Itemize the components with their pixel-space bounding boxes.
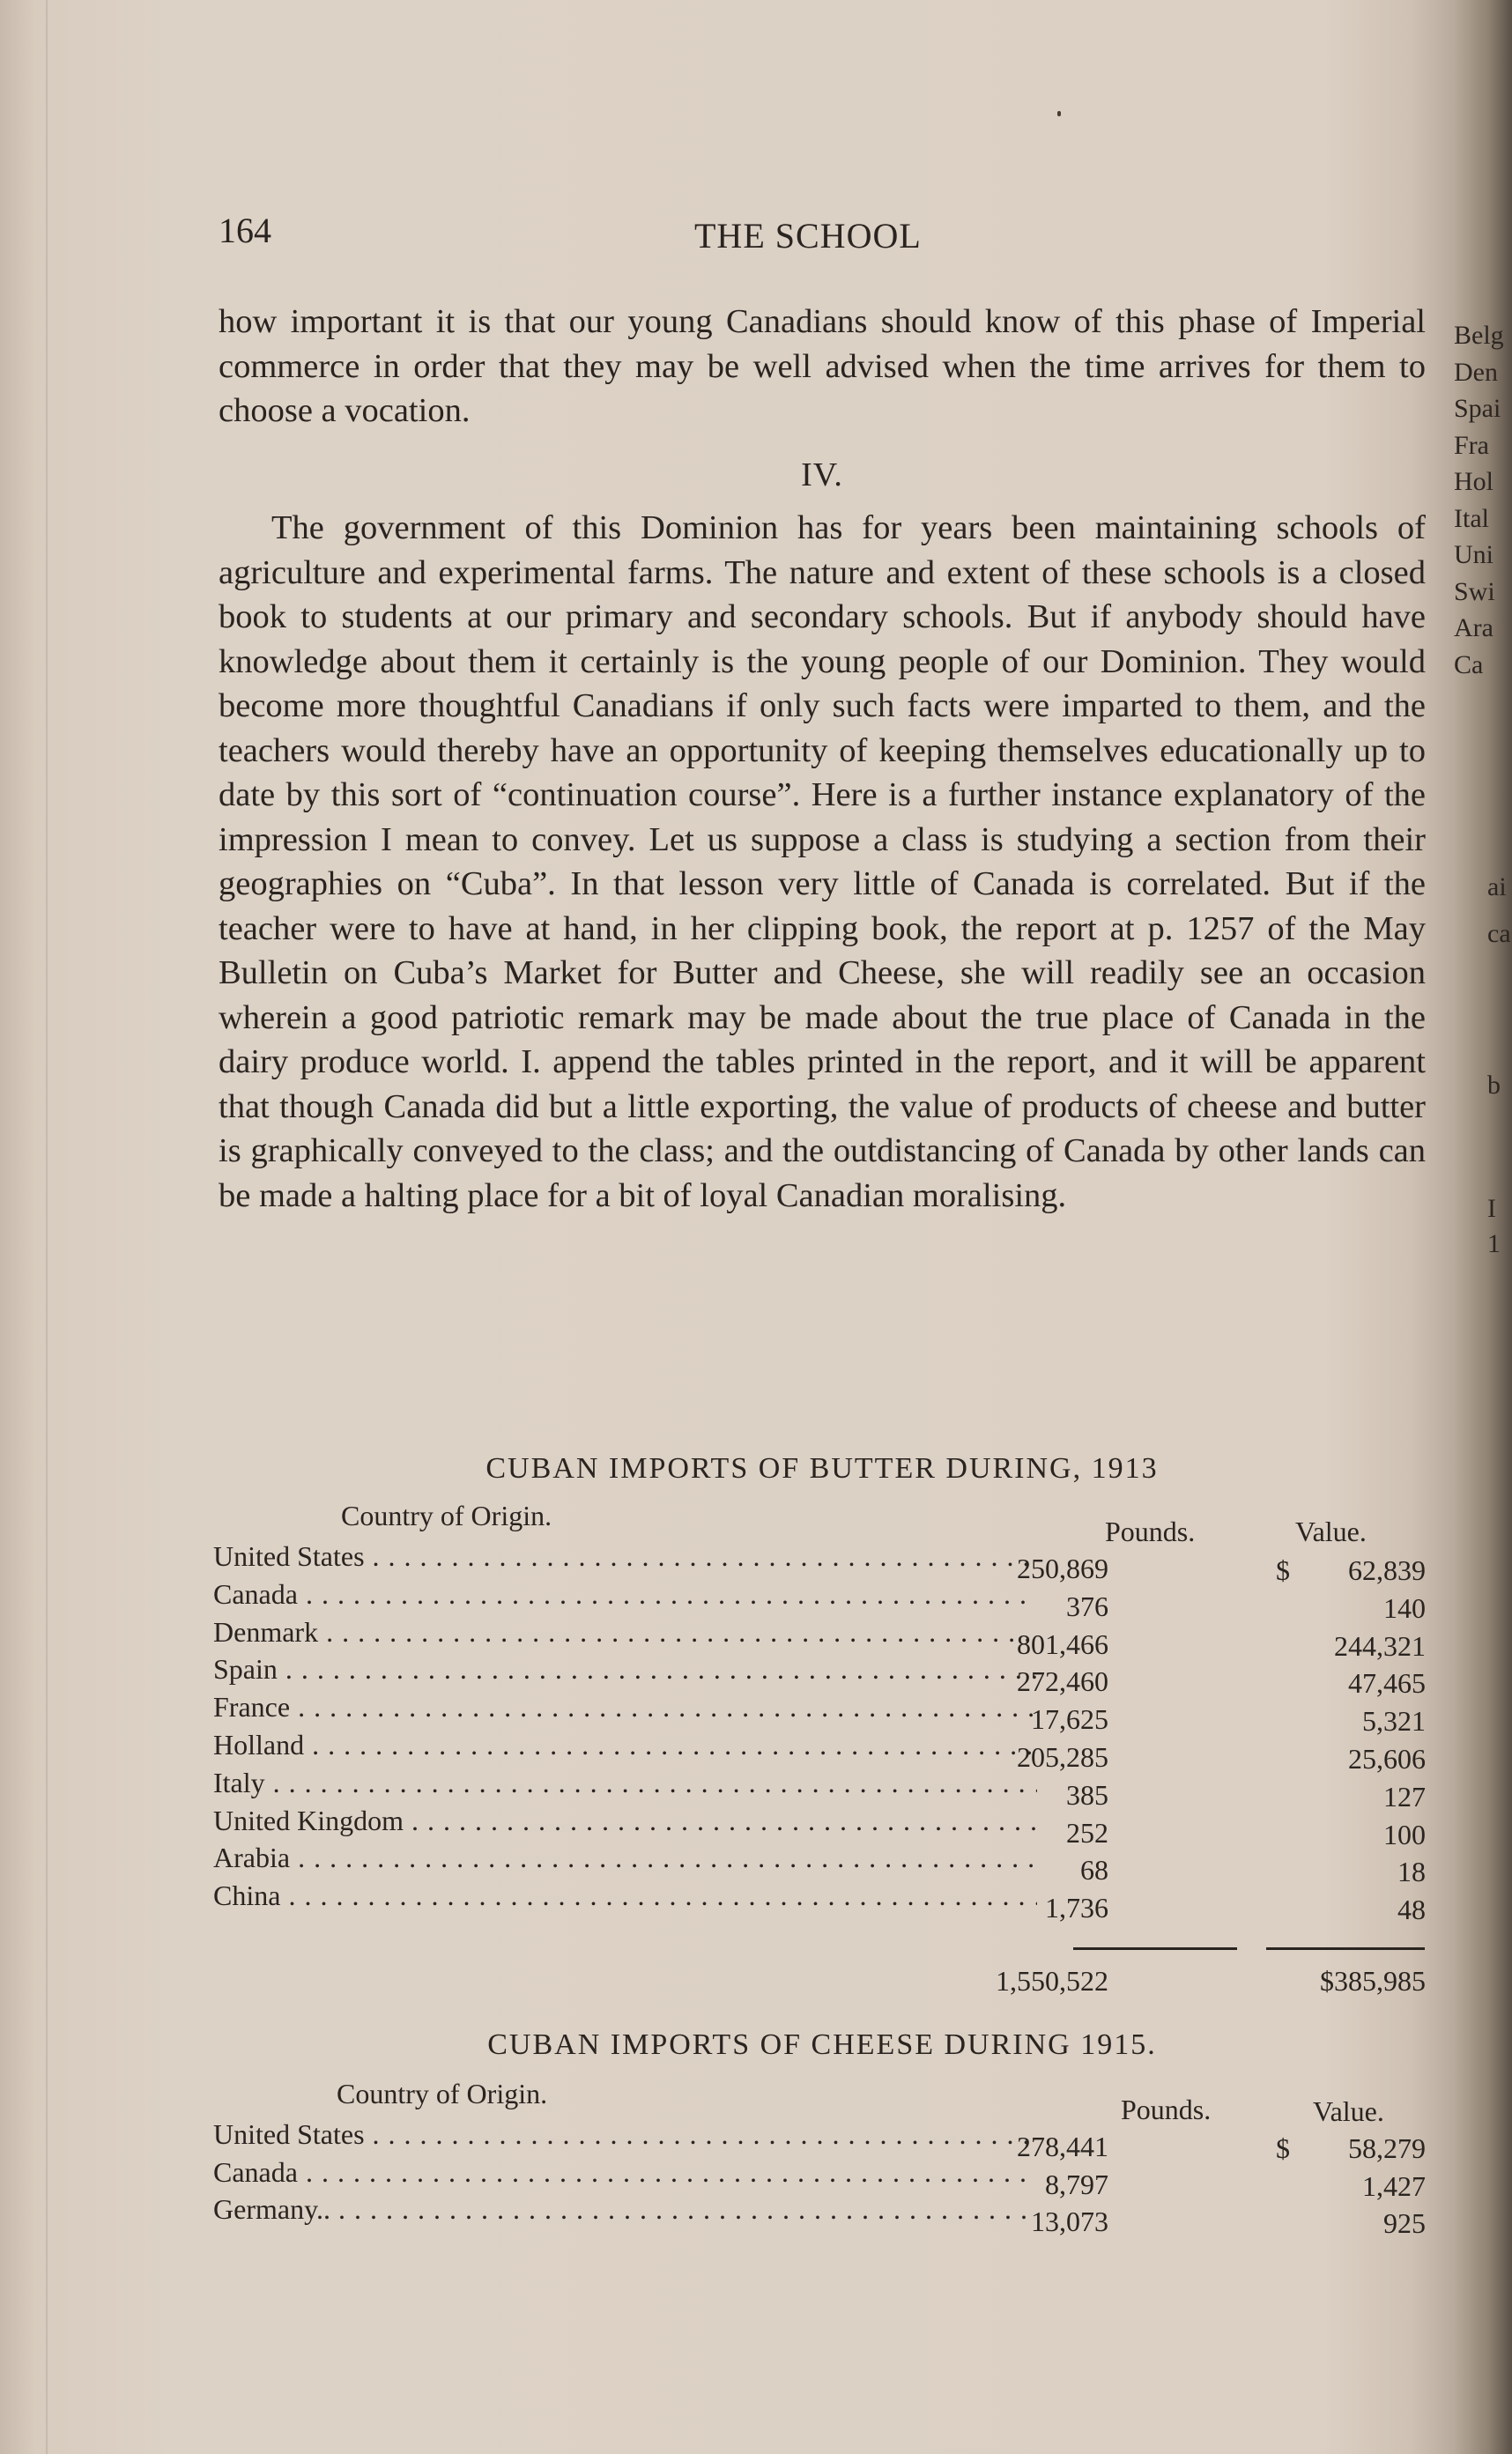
cheese-country-cell: Canada . . . bbox=[213, 2156, 1037, 2189]
butter-country-cell: Denmark . . . bbox=[213, 1616, 1037, 1649]
ink-speck bbox=[1057, 111, 1061, 116]
butter-row bbox=[213, 1766, 1426, 1813]
butter-pounds-cell: 252 bbox=[1066, 1816, 1108, 1849]
cheese-pounds-cell: 13,073 bbox=[1031, 2206, 1108, 2237]
butter-row bbox=[213, 1729, 1426, 1775]
butter-country-cell: Arabia . . . bbox=[213, 1842, 1037, 1874]
butter-country-cell: United Kingdom . . . bbox=[213, 1805, 1037, 1837]
cheese-dollar-cell: $ bbox=[1276, 2132, 1290, 2164]
adjacent-fragment: Den bbox=[1454, 357, 1498, 387]
cheese-col-country: Country of Origin. bbox=[337, 2078, 548, 2109]
section-heading: IV. bbox=[801, 456, 843, 493]
butter-value-cell: 140 bbox=[1383, 1591, 1426, 1624]
butter-country-cell: Holland . . . bbox=[213, 1729, 1037, 1761]
butter-col-value: Value. bbox=[1295, 1516, 1367, 1547]
butter-value-cell: 25,606 bbox=[1348, 1743, 1426, 1775]
butter-total-value: $385,985 bbox=[1320, 1965, 1426, 1997]
adjacent-fragment: Uni bbox=[1454, 540, 1493, 569]
butter-pounds-cell: 17,625 bbox=[1031, 1703, 1108, 1736]
butter-dollar-cell: $ bbox=[1276, 1554, 1290, 1586]
butter-col-country: Country of Origin. bbox=[341, 1500, 552, 1531]
butter-country-cell: China . . . bbox=[213, 1879, 1037, 1912]
adjacent-fragment: Spai bbox=[1454, 394, 1501, 423]
adjacent-fragment: Fra bbox=[1454, 430, 1489, 460]
butter-row bbox=[213, 1577, 1426, 1624]
page-header bbox=[219, 210, 1426, 263]
butter-pounds-cell: 385 bbox=[1066, 1778, 1108, 1811]
butter-value-cell: 48 bbox=[1397, 1894, 1426, 1926]
cheese-pounds-cell: 8,797 bbox=[1045, 2168, 1108, 2200]
page-gutter bbox=[46, 0, 48, 2454]
adjacent-fragment: Ara bbox=[1454, 613, 1493, 642]
adjacent-fragment: Hol bbox=[1454, 467, 1493, 496]
paragraph-2: The government of this Dominion has for years been maintaining schools of agriculture and experimental farms. The nature and extent of these schools is a closed book to students at our primary and secondary schools. But if anybody should have knowledge about them it certainly is the young people of our Dominion. They would become more thoughtful Canadians if only such facts were imparted to them, and the teachers would thereby have an opportunity of keeping themselves educationally up to date by this sort of “continuation course”. Here is a further instance explanatory of the impression I mean to convey. Let us suppose a class is studying a section from their geographies on “Cuba”. In that lesson very little of Canada is correlated. But if the teacher were to have at hand, in her clipping book, the report at p. 1257 of the May Bulletin on Cuba’s Market for Butter and Cheese, she will readily see an occasion wherein a good patriotic remark may be made about the true place of Canada in the dairy produce world. I. append the tables printed in the report, and it will be apparent that though Canada did but a little exporting, the value of products of cheese and butter is graphically conveyed to the class; and the outdistancing of Canada by other lands can be made a halting place for a bit of loyal Canadian moralising. bbox=[219, 509, 1426, 1214]
butter-value-cell: 100 bbox=[1383, 1818, 1426, 1850]
butter-row bbox=[213, 1540, 1426, 1586]
butter-value-cell: 5,321 bbox=[1362, 1705, 1426, 1738]
butter-total-pounds: 1,550,522 bbox=[996, 1965, 1108, 1997]
cheese-value-cell: 925 bbox=[1383, 2207, 1426, 2239]
butter-col-pounds: Pounds. bbox=[1105, 1516, 1196, 1547]
butter-table-title: CUBAN IMPORTS OF BUTTER DURING, 1913 bbox=[485, 1452, 1159, 1485]
butter-row bbox=[213, 1691, 1426, 1738]
butter-value-cell: 18 bbox=[1397, 1856, 1426, 1888]
cheese-country-cell: United States . . . bbox=[213, 2118, 1037, 2151]
adjacent-fragment: Ital bbox=[1454, 503, 1489, 533]
adjacent-fragment-lower: I bbox=[1487, 1194, 1496, 1223]
adjacent-fragment-lower: ai bbox=[1487, 872, 1507, 901]
butter-country-cell: Italy . . . bbox=[213, 1767, 1037, 1799]
butter-pounds-cell: 250,869 bbox=[1017, 1553, 1108, 1584]
cheese-col-pounds: Pounds. bbox=[1121, 2094, 1212, 2125]
butter-pounds-cell: 68 bbox=[1080, 1854, 1108, 1887]
butter-row bbox=[213, 1615, 1426, 1662]
butter-country-cell: France . . . bbox=[213, 1691, 1037, 1724]
butter-row bbox=[213, 1879, 1426, 1926]
adjacent-fragment-lower: b bbox=[1487, 1071, 1501, 1100]
cheese-row bbox=[213, 2193, 1426, 2239]
butter-pounds-cell: 1,736 bbox=[1045, 1892, 1108, 1924]
butter-value-cell: 127 bbox=[1383, 1780, 1426, 1813]
adjacent-page-fragments bbox=[1454, 317, 1512, 683]
adjacent-fragment-lower: 1 bbox=[1487, 1229, 1501, 1258]
cheese-value-cell: 58,279 bbox=[1348, 2132, 1426, 2164]
cheese-table bbox=[213, 2076, 1426, 2252]
cheese-row bbox=[213, 2118, 1426, 2164]
butter-row bbox=[213, 1653, 1426, 1700]
running-head: THE SCHOOL bbox=[694, 216, 922, 256]
cheese-row bbox=[213, 2155, 1426, 2202]
butter-pounds-rule bbox=[1073, 1947, 1237, 1950]
paragraph-1: how important it is that our young Canadians should know of this phase of Imperial commerce in order that they may be well advised when the time arrives for them to choose a vocation. bbox=[219, 303, 1426, 429]
cheese-table-title: CUBAN IMPORTS OF CHEESE DURING 1915. bbox=[487, 2028, 1157, 2061]
butter-pounds-cell: 205,285 bbox=[1017, 1741, 1108, 1773]
cheese-col-value: Value. bbox=[1313, 2095, 1384, 2127]
butter-country-cell: Spain . . . bbox=[213, 1653, 1037, 1686]
cheese-country-cell: Germany.. . . . bbox=[213, 2193, 1037, 2226]
adjacent-fragment: Swi bbox=[1454, 576, 1495, 606]
butter-country-cell: United States . . . bbox=[213, 1540, 1037, 1573]
butter-value-cell: 47,465 bbox=[1348, 1667, 1426, 1700]
butter-country-cell: Canada . . . bbox=[213, 1578, 1037, 1611]
cheese-pounds-cell: 278,441 bbox=[1017, 2131, 1108, 2162]
page-number: 164 bbox=[219, 211, 271, 250]
butter-pounds-cell: 376 bbox=[1066, 1590, 1108, 1622]
butter-value-rule bbox=[1266, 1947, 1425, 1950]
butter-row bbox=[213, 1804, 1426, 1850]
adjacent-fragment: Ca bbox=[1454, 649, 1484, 679]
body-text bbox=[219, 300, 1426, 1218]
butter-pounds-cell: 272,460 bbox=[1017, 1665, 1108, 1698]
butter-row bbox=[213, 1842, 1426, 1888]
butter-value-cell: 62,839 bbox=[1348, 1554, 1426, 1586]
cheese-value-cell: 1,427 bbox=[1362, 2169, 1426, 2202]
adjacent-fragment-lower: ca bbox=[1487, 919, 1511, 948]
adjacent-fragment: Belg bbox=[1454, 321, 1504, 350]
butter-pounds-cell: 801,466 bbox=[1017, 1627, 1108, 1660]
butter-table bbox=[213, 1498, 1426, 1997]
butter-value-cell: 244,321 bbox=[1334, 1629, 1426, 1662]
